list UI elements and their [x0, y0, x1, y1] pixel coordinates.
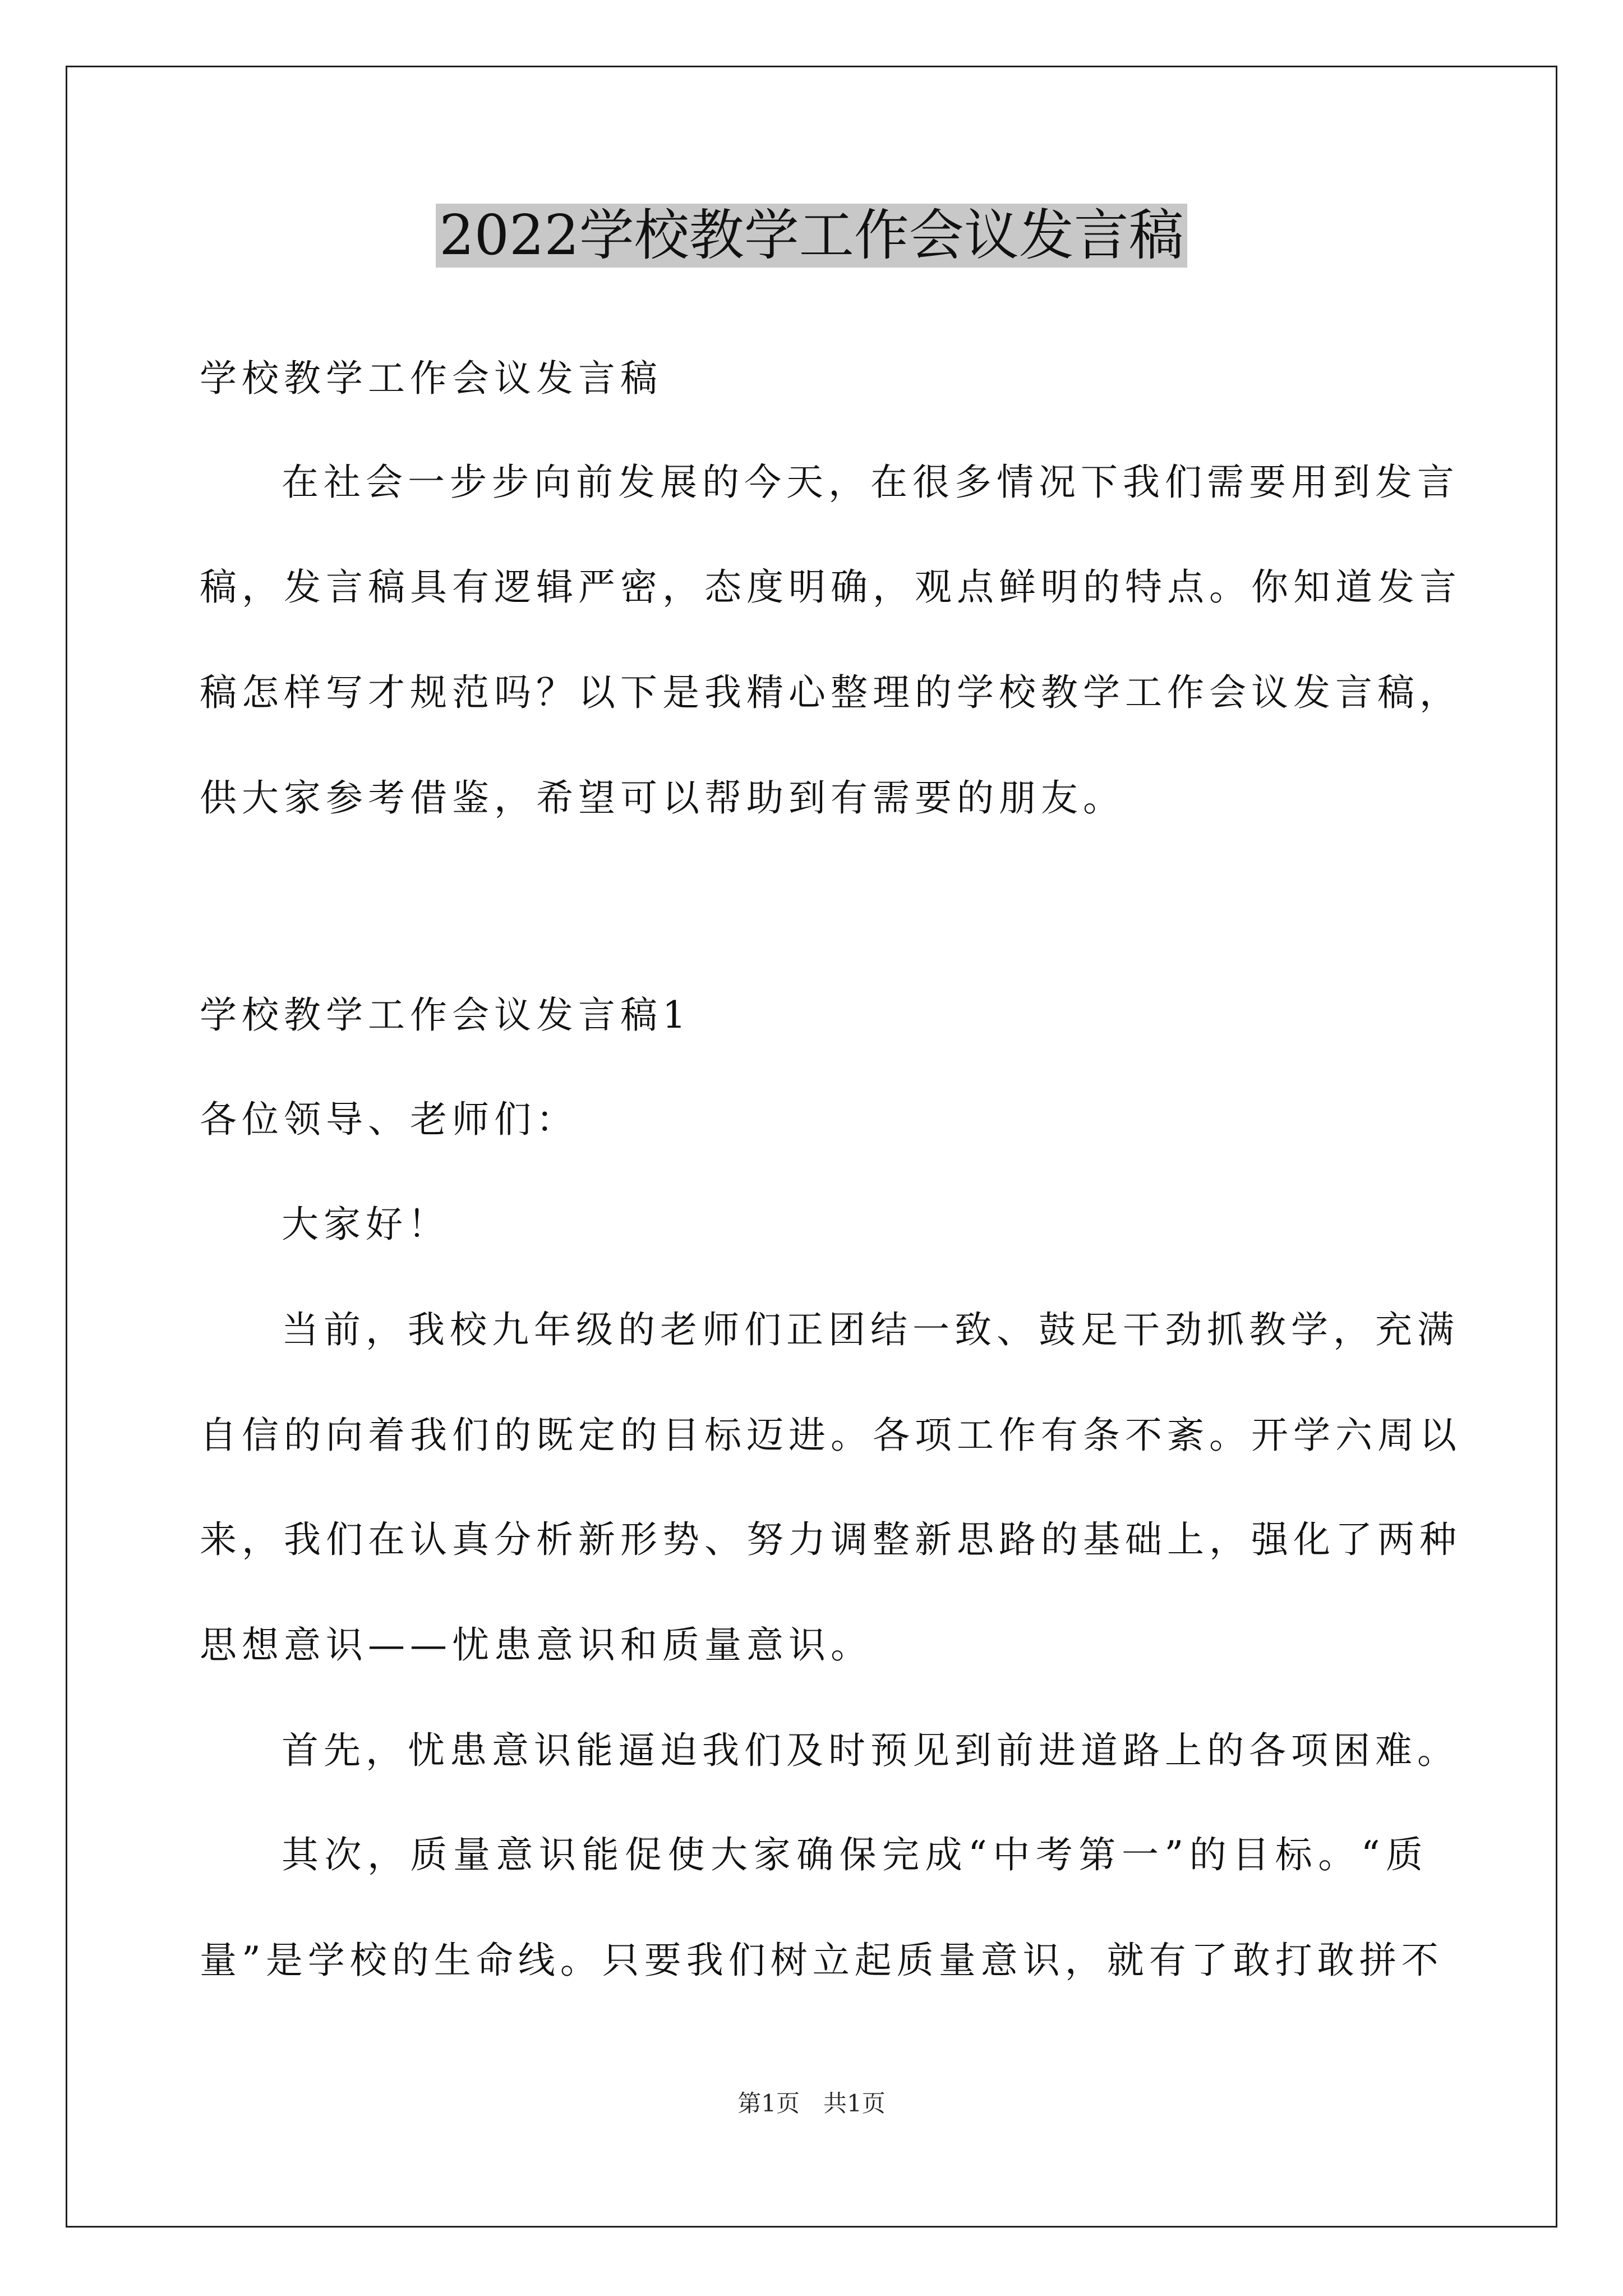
section-heading: 学校教学工作会议发言稿 — [200, 357, 662, 400]
paragraph-line: 思想意识——忧患意识和质量意识。 — [200, 1623, 873, 1667]
document-title — [0, 196, 1623, 275]
paragraph-line: 供大家参考借鉴，希望可以帮助到有需要的朋友。 — [200, 776, 1125, 820]
section-heading: 学校教学工作会议发言稿1 — [200, 993, 691, 1037]
paragraph-line: 其次，质量意识能促使大家确保完成“中考第一”的目标。“质 — [282, 1833, 1428, 1876]
paragraph-line: 稿怎样写才规范吗？以下是我精心整理的学校教学工作会议发言稿， — [200, 671, 1461, 714]
paragraph-line: 当前，我校九年级的老师们正团结一致、鼓足干劲抓教学，充满 — [282, 1308, 1459, 1351]
paragraph-line: 量”是学校的生命线。只要我们树立起质量意识，就有了敢打敢拼不 — [200, 1939, 1444, 1982]
salutation: 各位领导、老师们： — [200, 1098, 578, 1141]
document-title-text: 2022学校教学工作会议发言稿 — [436, 204, 1187, 268]
greeting: 大家好！ — [282, 1203, 450, 1246]
paragraph-line: 稿，发言稿具有逻辑严密，态度明确，观点鲜明的特点。你知道发言 — [200, 565, 1461, 609]
paragraph-line: 首先，忧患意识能逼迫我们及时预见到前进道路上的各项困难。 — [282, 1729, 1459, 1772]
page-number-footer: 第1页 共1页 — [737, 2090, 886, 2117]
paragraph-line: 来，我们在认真分析新形势、努力调整新思路的基础上，强化了两种 — [200, 1518, 1461, 1561]
paragraph-line: 自信的向着我们的既定的目标迈进。各项工作有条不紊。开学六周以 — [200, 1414, 1461, 1457]
paragraph-line: 在社会一步步向前发展的今天，在很多情况下我们需要用到发言 — [282, 461, 1459, 504]
